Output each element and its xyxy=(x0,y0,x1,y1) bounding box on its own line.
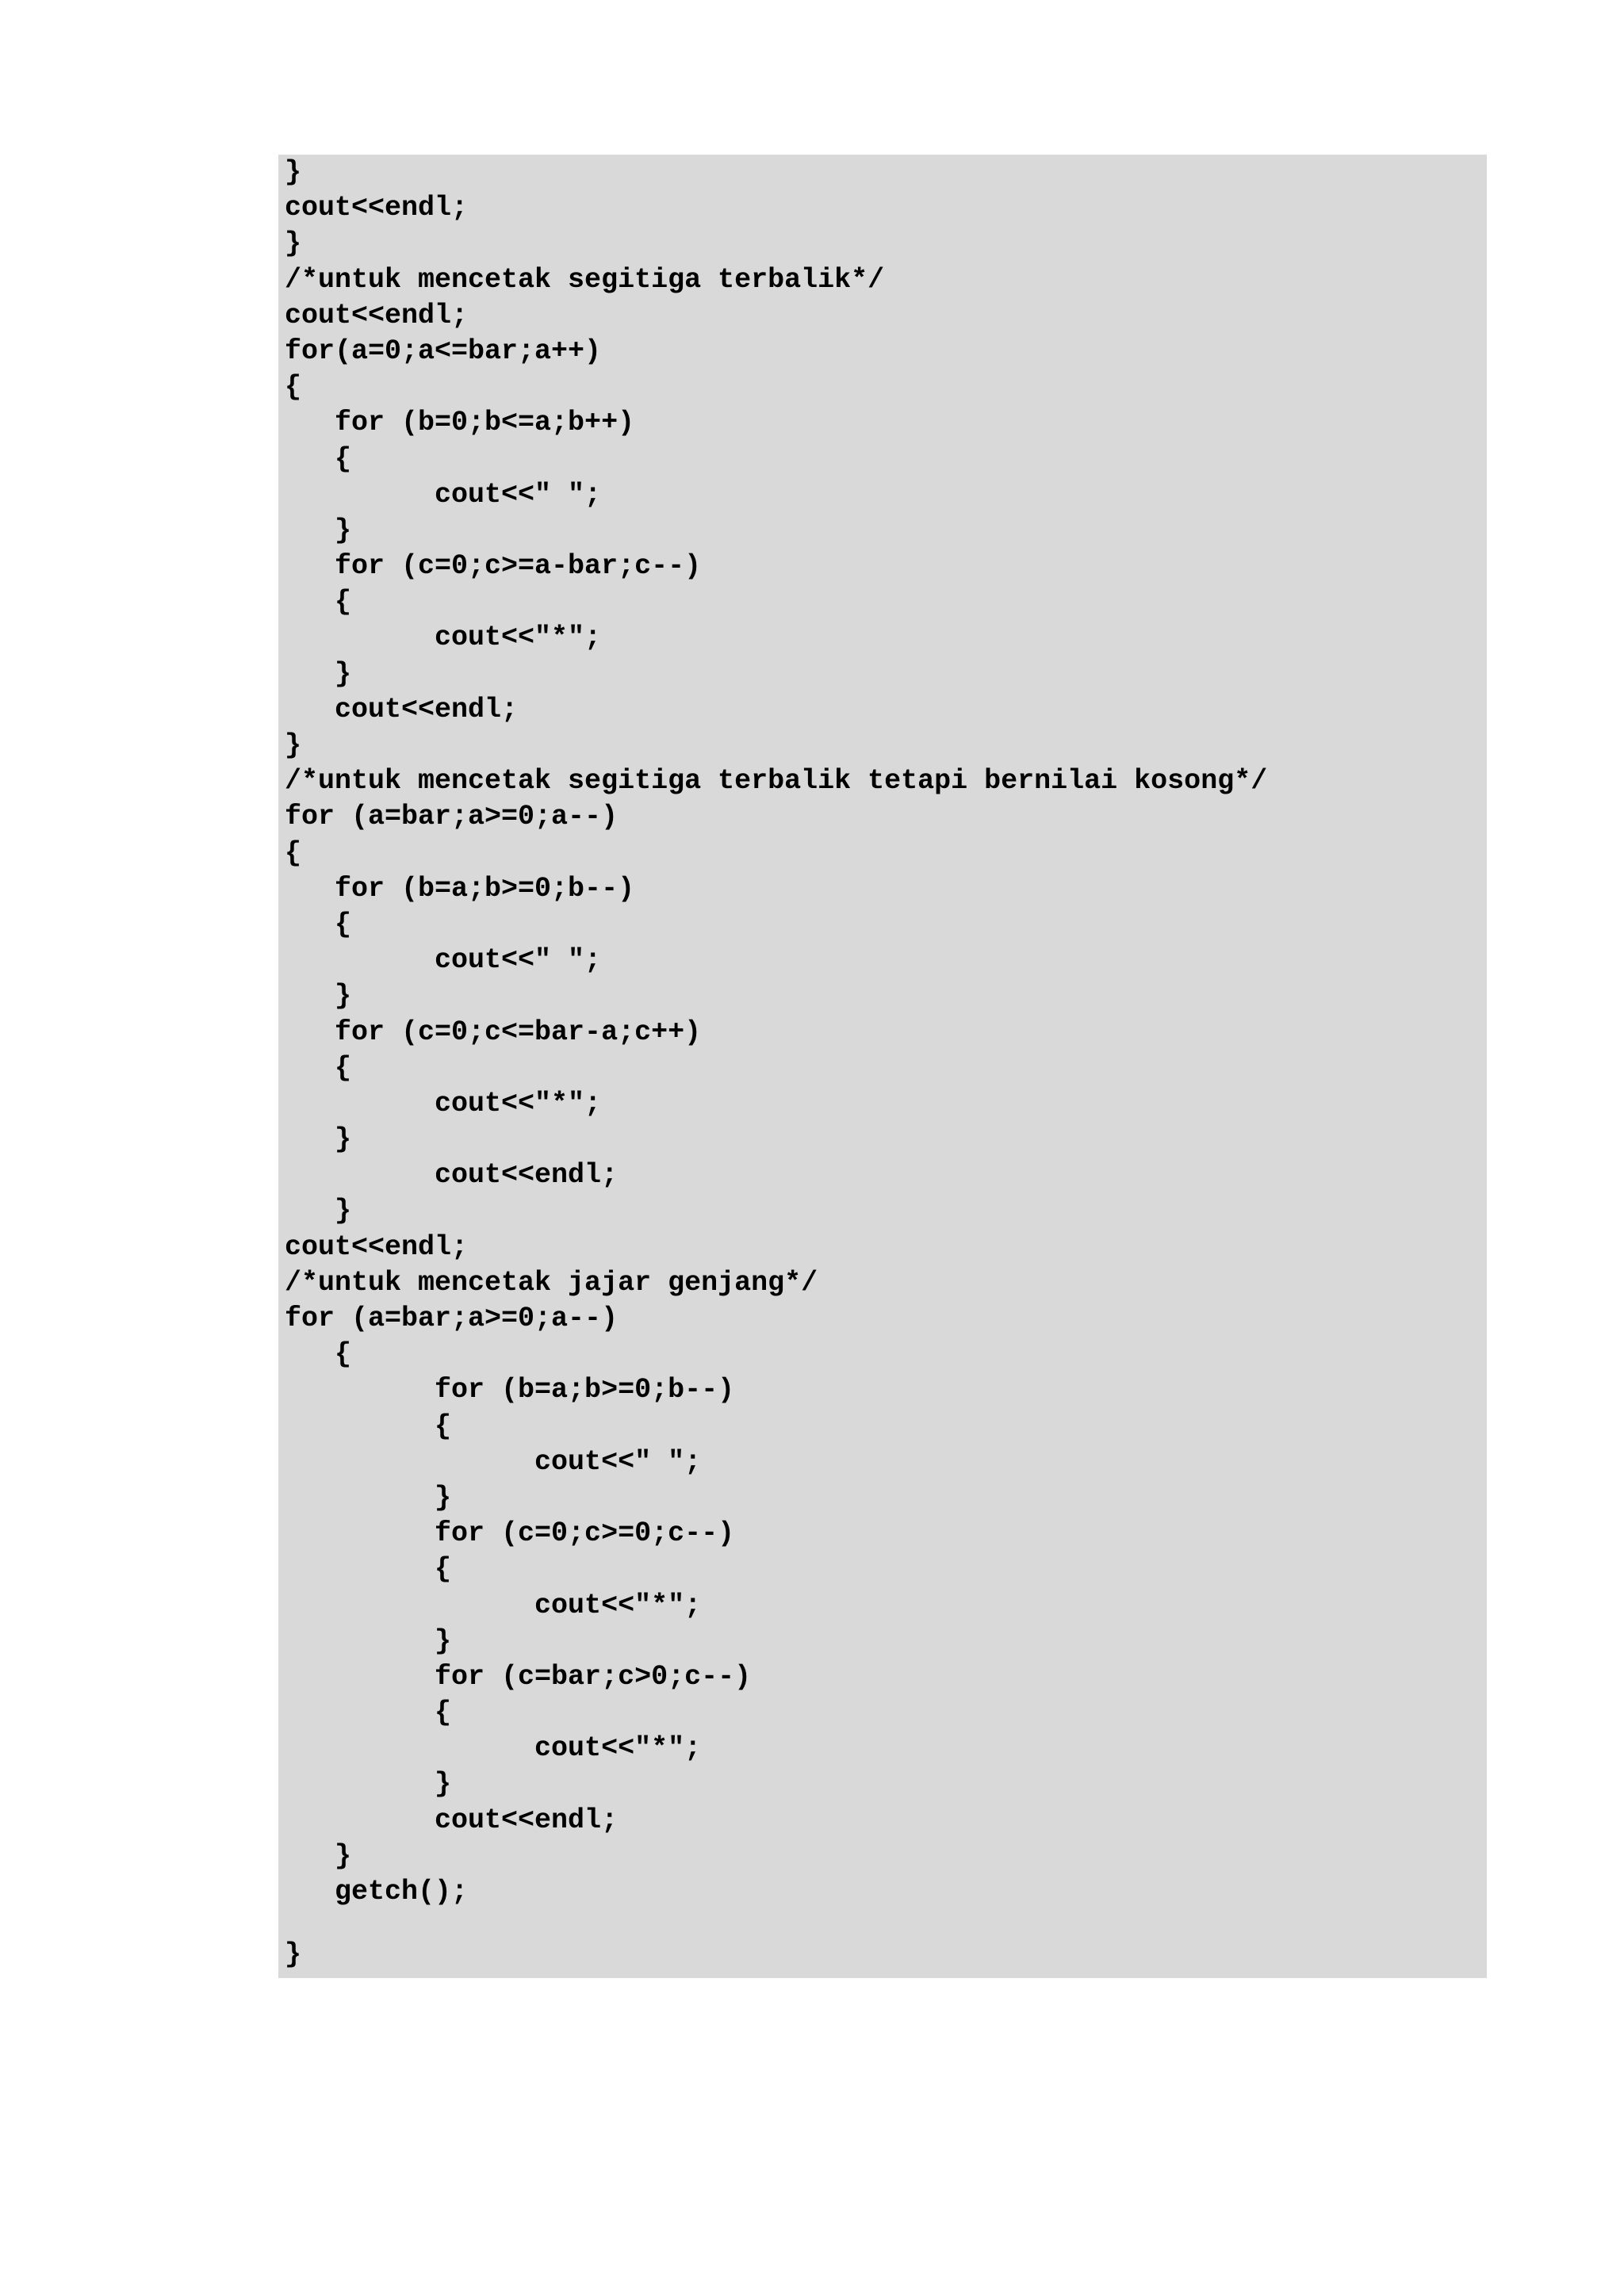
code-comment-line: /*untuk mencetak segitiga terbalik tetapi bernilai kosong*/ xyxy=(285,765,1268,798)
code-line: cout<<" "; xyxy=(285,478,602,511)
code-line: cout<<endl; xyxy=(285,192,469,224)
code-listing xyxy=(285,155,1267,1973)
code-line: cout<<"*"; xyxy=(285,1087,602,1119)
code-line: for (c=0;c>=a-bar;c--) xyxy=(285,550,702,583)
code-line: } xyxy=(285,1938,302,1971)
code-line: } xyxy=(285,980,352,1012)
code-line: { xyxy=(285,371,302,404)
code-line: } xyxy=(285,1123,352,1156)
code-line: { xyxy=(285,442,352,475)
code-line: for (a=bar;a>=0;a--) xyxy=(285,1303,619,1334)
code-line: cout<<endl; xyxy=(285,693,519,725)
code-line: cout<<"*"; xyxy=(285,622,602,654)
code-line: cout<<endl; xyxy=(285,299,469,331)
code-line: getch(); xyxy=(285,1876,469,1908)
code-line: } xyxy=(285,1195,352,1227)
code-line: cout<<" "; xyxy=(285,1445,702,1478)
code-line: for (b=a;b>=0;b--) xyxy=(285,1374,735,1406)
code-line: } xyxy=(285,228,302,260)
code-line: cout<<endl; xyxy=(285,1230,469,1263)
code-line: for(a=0;a<=bar;a++) xyxy=(285,335,602,367)
code-line: cout<<"*"; xyxy=(285,1732,702,1765)
code-line: { xyxy=(285,836,302,869)
code-comment-line: /*untuk mencetak jajar genjang*/ xyxy=(285,1266,818,1299)
code-line: { xyxy=(285,908,352,940)
code-line: } xyxy=(285,156,302,188)
code-line: { xyxy=(285,1410,452,1442)
code-line: } xyxy=(285,1839,352,1872)
code-line: { xyxy=(285,586,352,618)
code-line: { xyxy=(285,1338,352,1371)
code-comment-line: /*untuk mencetak segitiga terbalik*/ xyxy=(285,263,885,296)
code-line: } xyxy=(285,1624,452,1657)
code-line: } xyxy=(285,514,352,546)
code-listing-box xyxy=(278,155,1487,1978)
code-line: { xyxy=(285,1697,452,1729)
code-line: for (b=a;b>=0;b--) xyxy=(285,872,635,905)
code-line: cout<<" "; xyxy=(285,944,602,977)
code-line: cout<<endl; xyxy=(285,1159,619,1192)
code-line: } xyxy=(285,1768,452,1800)
code-line: for (c=0;c<=bar-a;c++) xyxy=(285,1016,702,1048)
code-line: for (c=bar;c>0;c--) xyxy=(285,1660,752,1693)
code-line: for (a=bar;a>=0;a--) xyxy=(285,801,619,833)
code-line: for (c=0;c>=0;c--) xyxy=(285,1517,735,1550)
code-line: } xyxy=(285,729,302,761)
code-line: { xyxy=(285,1051,352,1084)
code-line: for (b=0;b<=a;b++) xyxy=(285,407,635,439)
code-line: } xyxy=(285,1481,452,1513)
code-line: cout<<"*"; xyxy=(285,1589,702,1621)
code-line: } xyxy=(285,657,352,690)
code-line: { xyxy=(285,1553,452,1586)
code-line: cout<<endl; xyxy=(285,1804,619,1836)
